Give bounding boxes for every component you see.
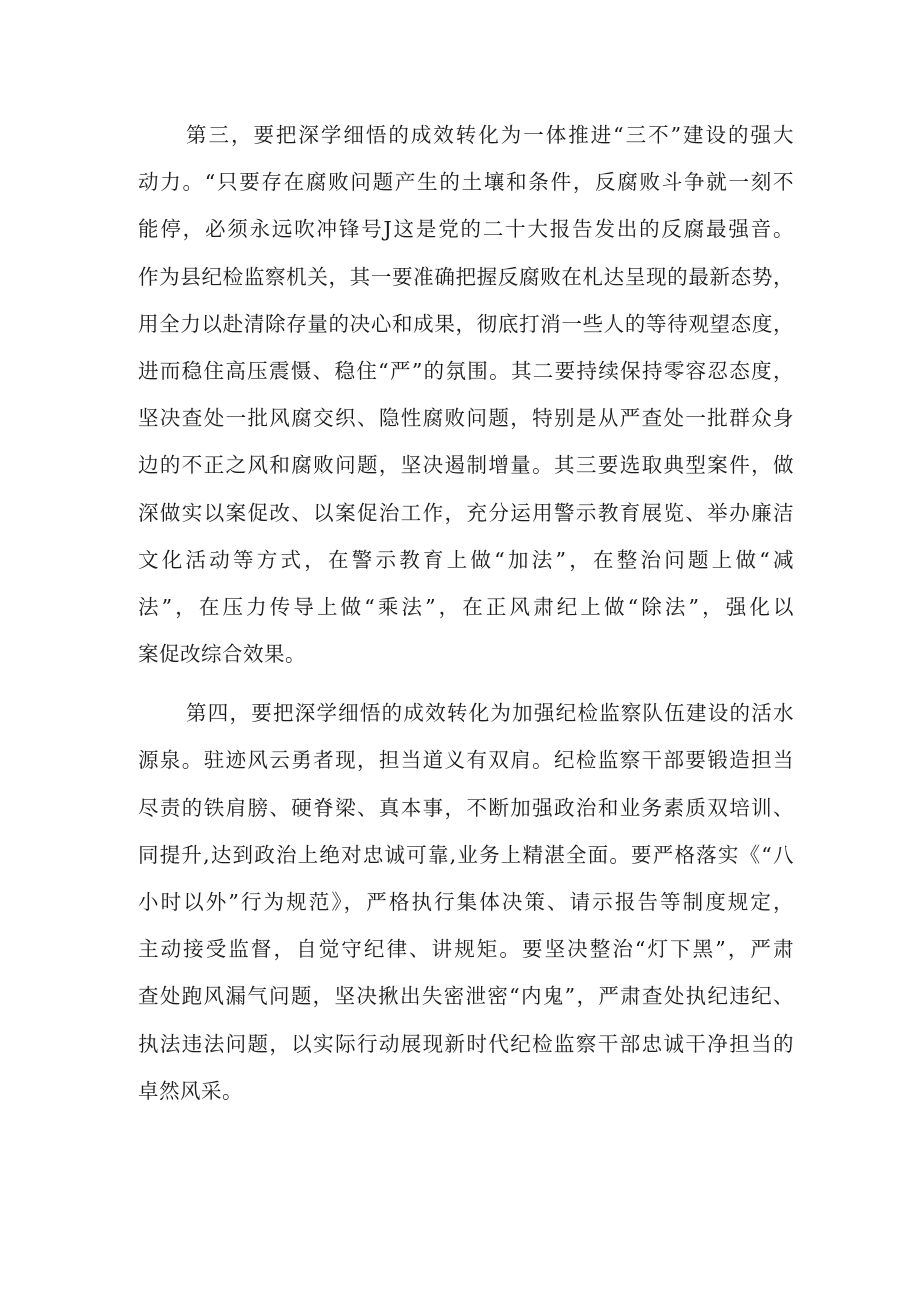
paragraph-third-point — [138, 112, 794, 678]
paragraph-line: 第三，要把深学细悟的成效转化为一体推进“三不”建设的强大 — [186, 123, 794, 147]
paragraph-line: 卓然风采。 — [138, 1078, 243, 1103]
paragraph-fourth-point — [138, 690, 794, 1115]
paragraph-line: 源泉。驻迹风云勇者现，担当道义有双肩。纪检监察干部要锻造担当 — [138, 748, 794, 773]
paragraph-line: 用全力以赴清除存量的决心和成果，彻底打消一些人的等待观望态度， — [138, 311, 794, 336]
paragraph-line: 执法违法问题，以实际行动展现新时代纪检监察干部忠诚干净担当的 — [138, 1031, 794, 1056]
paragraph-line: 文化活动等方式，在警示教育上做“加法”，在整治问题上做“减 — [138, 547, 794, 572]
paragraph-line: 主动接受监督，自觉守纪律、讲规矩。要坚决整治“灯下黑”，严肃 — [138, 937, 794, 962]
paragraph-line: 深做实以案促改、以案促治工作，充分运用警示教育展览、举办廉洁 — [138, 500, 794, 525]
paragraph-line: 能停，必须永远吹冲锋号J这是党的二十大报告发出的反腐最强音。 — [138, 217, 794, 242]
paragraph-line: 案促改综合效果。 — [138, 642, 306, 667]
paragraph-line: 进而稳住高压震慑、稳住“严”的氛围。其二要持续保持零容忍态度， — [138, 358, 794, 383]
document-body — [138, 112, 794, 1127]
paragraph-line: 坚决查处一批风腐交织、隐性腐败问题，特别是从严查处一批群众身 — [138, 406, 794, 431]
paragraph-line: 法”，在压力传导上做“乘法”，在正风肃纪上做“除法”，强化以 — [138, 594, 794, 619]
paragraph-line: 尽责的铁肩膀、硬脊梁、真本事，不断加强政治和业务素质双培训、 — [138, 795, 794, 820]
paragraph-line: 查处跑风漏气问题，坚决揪出失密泄密“内鬼”，严肃查处执纪违纪、 — [138, 984, 794, 1009]
paragraph-line: 第四，要把深学细悟的成效转化为加强纪检监察队伍建设的活水 — [186, 701, 794, 726]
paragraph-line: 作为县纪检监察机关，其一要准确把握反腐败在札达呈现的最新态势， — [138, 264, 794, 289]
paragraph-line: 动力。“只要存在腐败问题产生的土壤和条件，反腐败斗争就一刻不 — [138, 170, 794, 195]
paragraph-line: 同提升,达到政治上绝对忠诚可靠,业务上精湛全面。要严格落实《“八 — [138, 842, 794, 867]
paragraph-line: 小时以外”行为规范》，严格执行集体决策、请示报告等制度规定， — [138, 890, 794, 914]
paragraph-line: 边的不正之风和腐败问题，坚决遏制增量。其三要选取典型案件，做 — [138, 453, 794, 478]
